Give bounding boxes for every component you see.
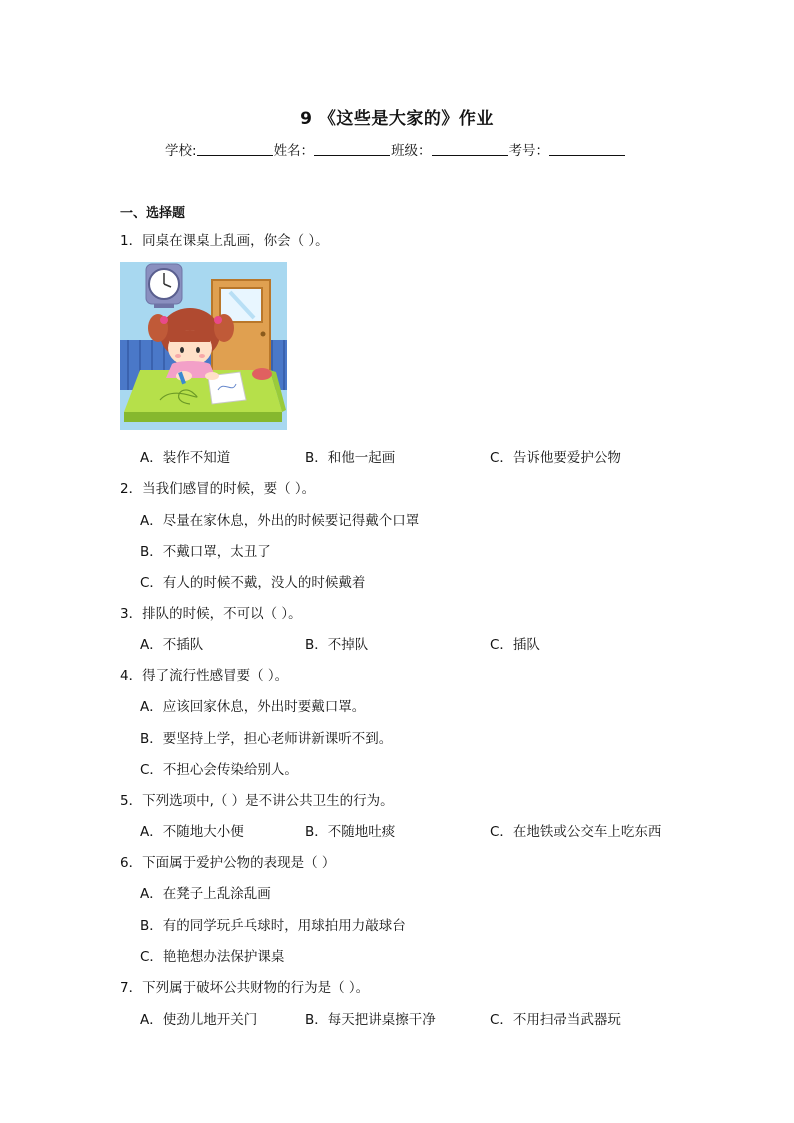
question-7-option-c[interactable]: C．不用扫帚当武器玩 bbox=[490, 1012, 621, 1028]
question-7-option-a[interactable]: A．使劲儿地开关门 bbox=[140, 1012, 258, 1028]
question-5-option-c[interactable]: C．在地铁或公交车上吃东西 bbox=[490, 824, 662, 840]
question-1-option-b[interactable]: B．和他一起画 bbox=[305, 450, 396, 466]
school-label: 学校: bbox=[165, 143, 197, 159]
class-blank[interactable] bbox=[432, 143, 508, 156]
question-5-stem: 5．下列选项中,（ ）是不讲公共卫生的行为。 bbox=[120, 793, 394, 809]
question-7-stem: 7．下列属于破坏公共财物的行为是（ ）。 bbox=[120, 980, 370, 996]
question-3-option-b[interactable]: B．不掉队 bbox=[305, 637, 369, 653]
question-2-option-c[interactable]: C．有人的时候不戴，没人的时候戴着 bbox=[140, 575, 366, 591]
question-3-option-a[interactable]: A．不插队 bbox=[140, 637, 204, 653]
girl-drawing-on-desk-illustration bbox=[120, 262, 287, 430]
question-6-option-a[interactable]: A．在凳子上乱涂乱画 bbox=[140, 886, 271, 902]
question-3-option-c[interactable]: C．插队 bbox=[490, 637, 540, 653]
question-7-option-b[interactable]: B．每天把讲桌擦干净 bbox=[305, 1012, 436, 1028]
question-1-option-a[interactable]: A．装作不知道 bbox=[140, 450, 231, 466]
question-4-option-b[interactable]: B．要坚持上学，担心老师讲新课听不到。 bbox=[140, 731, 393, 747]
question-5-option-a[interactable]: A．不随地大小便 bbox=[140, 824, 244, 840]
question-6-option-b[interactable]: B．有的同学玩乒乓球时，用球拍用力敲球台 bbox=[140, 918, 406, 934]
exam-number-blank[interactable] bbox=[549, 143, 625, 156]
section-heading: 一、选择题 bbox=[120, 206, 186, 221]
exam-number-label: 考号： bbox=[508, 143, 550, 159]
worksheet-title: 9 《这些是大家的》作业 bbox=[300, 109, 494, 129]
question-4-option-a[interactable]: A．应该回家休息，外出时要戴口罩。 bbox=[140, 699, 366, 715]
question-5-option-b[interactable]: B．不随地吐痰 bbox=[305, 824, 396, 840]
question-3-stem: 3．排队的时候，不可以（ ）。 bbox=[120, 606, 302, 622]
question-2-option-a[interactable]: A．尽量在家休息，外出的时候要记得戴个口罩 bbox=[140, 513, 420, 529]
name-label: 姓名： bbox=[273, 143, 315, 159]
name-blank[interactable] bbox=[314, 143, 390, 156]
question-1-option-c[interactable]: C．告诉他要爱护公物 bbox=[490, 450, 621, 466]
question-4-stem: 4．得了流行性感冒要（ ）。 bbox=[120, 668, 289, 684]
question-4-option-c[interactable]: C．不担心会传染给别人。 bbox=[140, 762, 298, 778]
class-label: 班级： bbox=[391, 143, 432, 159]
question-6-option-c[interactable]: C．艳艳想办法保护课桌 bbox=[140, 949, 285, 965]
question-6-stem: 6．下面属于爱护公物的表现是（ ） bbox=[120, 855, 336, 871]
student-info-line bbox=[165, 139, 626, 159]
question-2-stem: 2．当我们感冒的时候，要（ ）。 bbox=[120, 481, 316, 497]
school-blank[interactable] bbox=[197, 143, 273, 156]
question-1-stem: 1．同桌在课桌上乱画，你会（ ）。 bbox=[120, 233, 329, 249]
question-2-option-b[interactable]: B．不戴口罩，太丑了 bbox=[140, 544, 271, 560]
